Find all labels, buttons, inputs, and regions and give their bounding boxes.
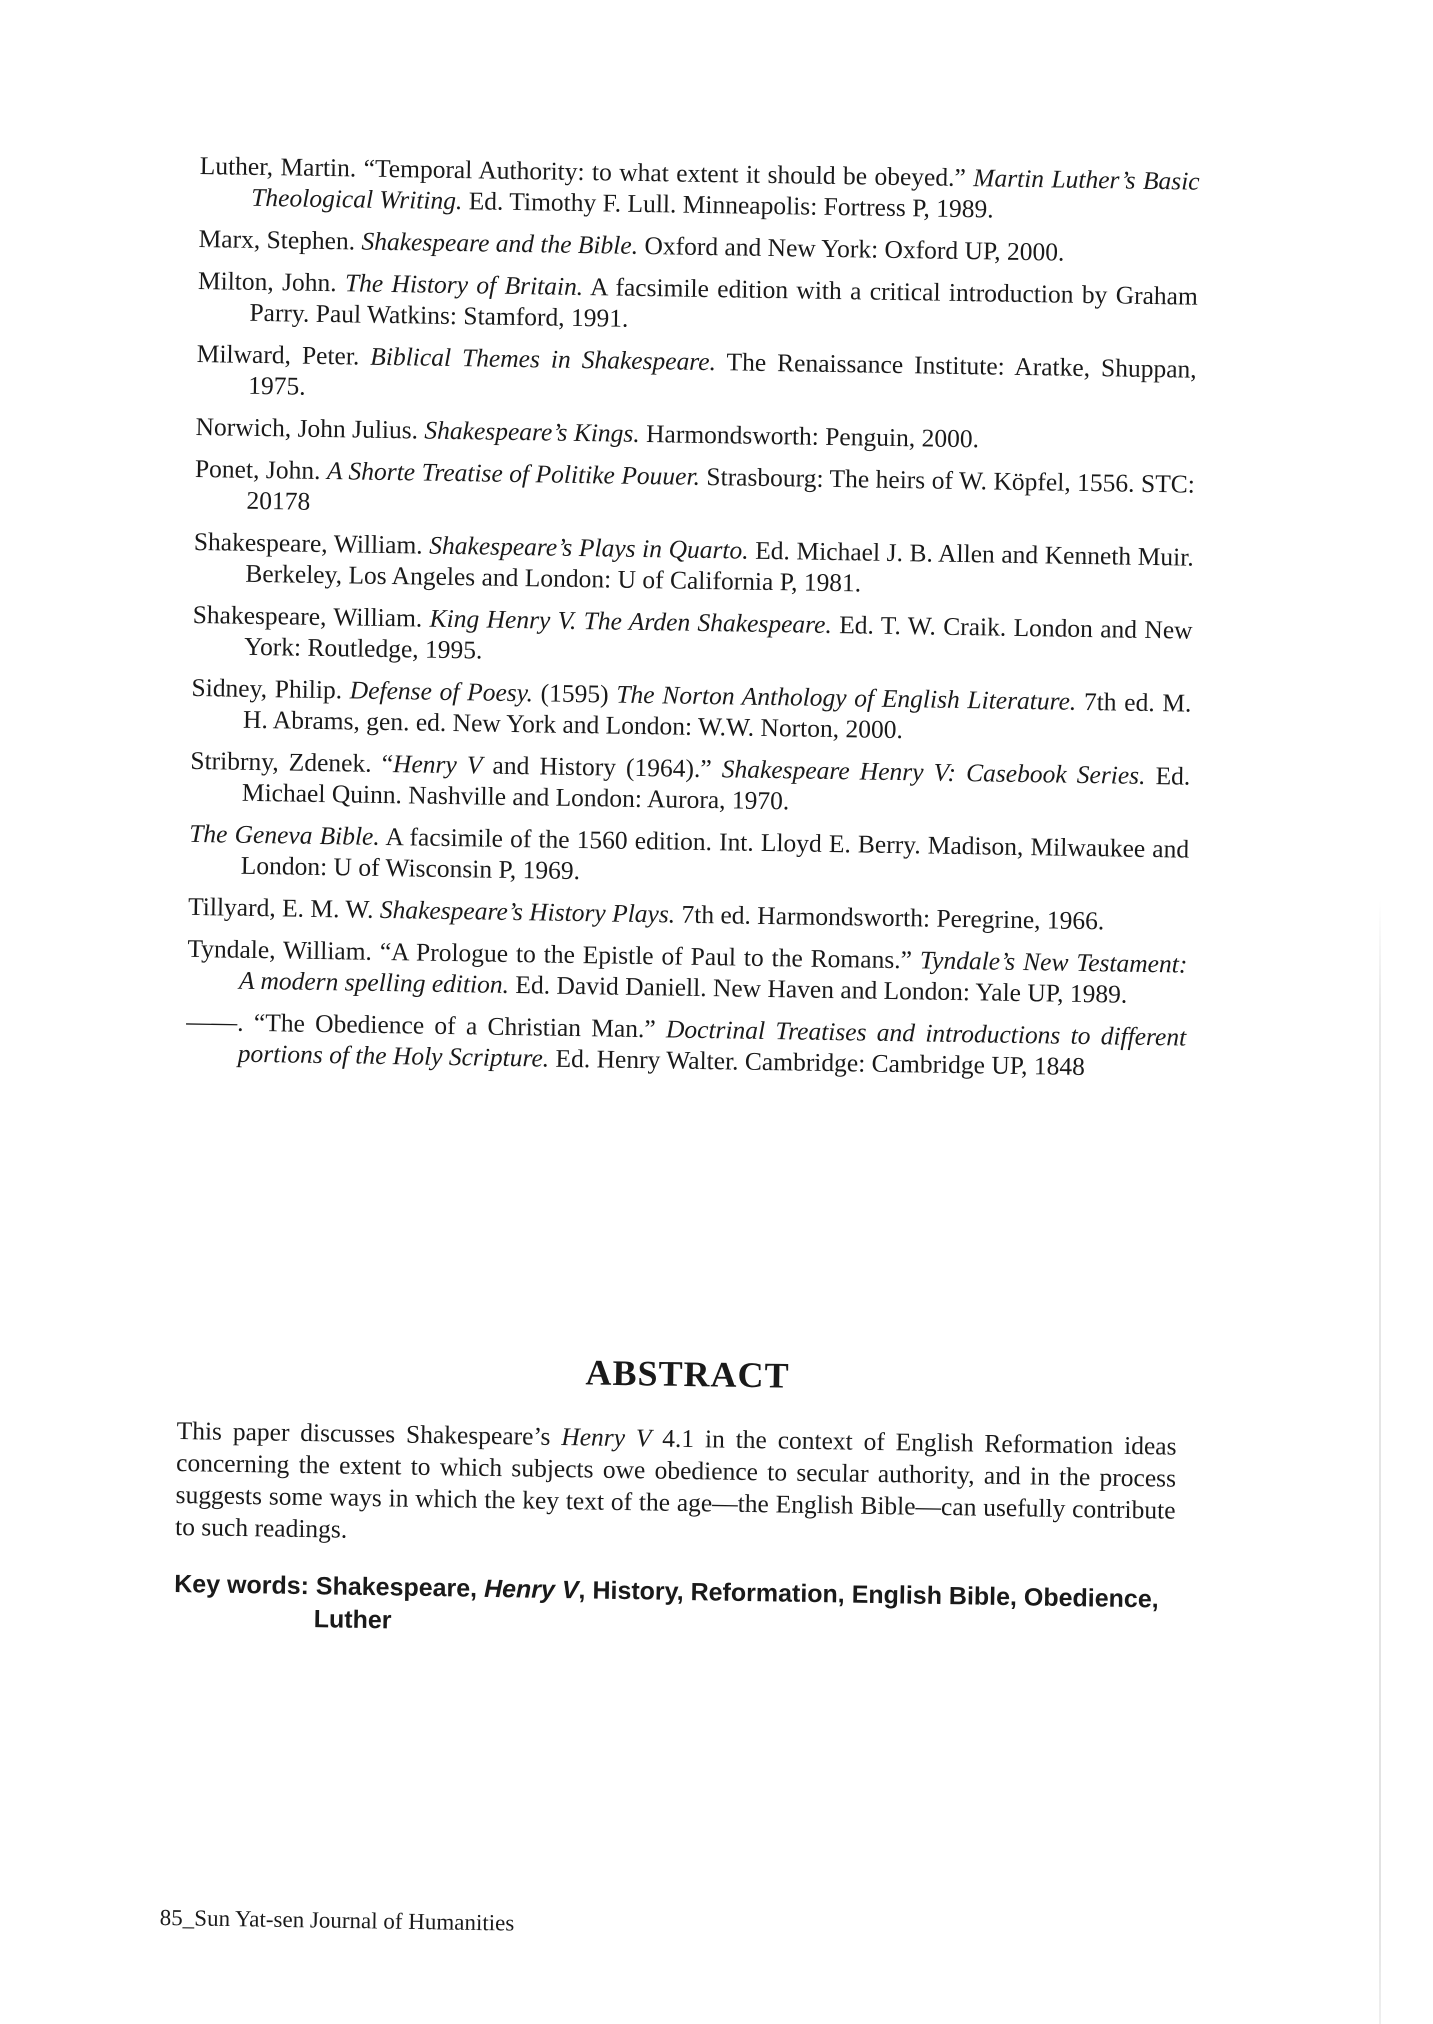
reference-title: King Henry V. The Arden Shakespeare. bbox=[429, 603, 833, 639]
reference-list bbox=[185, 150, 1199, 1095]
keywords: Key words: Shakespeare, Henry V, History, Reformation, English Bible, Obedience, Luther bbox=[174, 1569, 1159, 1635]
reference-entry: The Geneva Bible. A facsimile of the 1560 edition. Int. Lloyd E. Berry. Madison, Milwaukee and London: U of Wisconsin P, 1969. bbox=[189, 818, 1190, 886]
reference-title: Doctrinal Treatises and introductions to different portions of the Holy Scripture. bbox=[237, 1014, 1187, 1073]
reference-entry: Tillyard, E. M. W. Shakespeare’s History Plays. 7th ed. Harmondsworth: Peregrine, 1966. bbox=[187, 891, 1105, 936]
reference-entry: Ponet, John. A Shorte Treatise of Politike Pouuer. Strasbourg: The heirs of W. Köpfel, 1556. STC: 20178 bbox=[194, 453, 1196, 516]
reference-title: Shakespeare’s Plays in Quarto. bbox=[429, 530, 749, 565]
reference-entry: Marx, Stephen. Shakespeare and the Bible. Oxford and New York: Oxford UP, 2000. bbox=[198, 223, 1065, 267]
reference-title: Shakespeare’s History Plays. bbox=[379, 894, 676, 929]
reference-title: Henry V bbox=[392, 749, 483, 780]
reference-entry: Milward, Peter. Biblical Themes in Shakespeare. The Renaissance Institute: Aratke, Shuppan, 1975. bbox=[196, 338, 1197, 401]
reference-title: Tyndale’s New Testament: A modern spelling edition. bbox=[238, 945, 1188, 999]
abstract-body: This paper discusses Shakespeare’s Henry V 4.1 in the context of English Reformation ideas concerning the extent to which subjects owe obedience to secular authority, and in the process suggests some ways in which the key text of the age—the English Bible—can usefully contribute to such readings. bbox=[174, 1415, 1177, 1544]
reference-entry: Sidney, Philip. Defense of Poesy. (1595) The Norton Anthology of English Literature. 7th ed. M. H. Abrams, gen. ed. New York and London: W.W. Norton, 2000. bbox=[191, 672, 1192, 745]
reference-entry: Shakespeare, William. Shakespeare’s Plays in Quarto. Ed. Michael J. B. Allen and Kenneth Muir. Berkeley, Los Angeles and London: U of California P, 1981. bbox=[193, 526, 1194, 598]
reference-title: Shakespeare Henry V: Casebook Series. bbox=[721, 754, 1146, 790]
reference-title: Defense of Poesy. bbox=[349, 675, 534, 708]
reference-title: The History of Britain. bbox=[344, 268, 584, 302]
scan-edge-shadow bbox=[1379, 900, 1381, 2024]
abstract-heading: ABSTRACT bbox=[585, 1352, 790, 1396]
reference-entry: Shakespeare, William. King Henry V. The Arden Shakespeare. Ed. T. W. Craik. London and New York: Routledge, 1995. bbox=[192, 599, 1193, 665]
reference-entry: Stribrny, Zdenek. “Henry V and History (1964).” Shakespeare Henry V: Casebook Series. Ed. Michael Quinn. Nashville and London: Aurora, 1970. bbox=[190, 745, 1191, 816]
reference-title: A Shorte Treatise of Politike Pouuer. bbox=[326, 456, 701, 491]
abstract-section bbox=[173, 1345, 1178, 1675]
reference-entry: ——. “The Obedience of a Christian Man.” Doctrinal Treatises and introductions to different portions of the Holy Scripture. Ed. Henry Walter. Cambridge: Cambridge UP, 1848 bbox=[186, 1006, 1187, 1082]
reference-entry: Milton, John. The History of Britain. A facsimile edition with a critical introduction by Graham Parry. Paul Watkins: Stamford, 1991. bbox=[197, 265, 1199, 333]
reference-entry: Tyndale, William. “A Prologue to the Epistle of Paul to the Romans.” Tyndale’s New Testament: A modern spelling edition. Ed. David Daniell. New Haven and London: Yale UP, 1989. bbox=[187, 933, 1188, 1009]
reference-title: Martin Luther’s Basic Theological Writing. bbox=[251, 163, 1200, 216]
reference-title: The Geneva Bible. bbox=[189, 818, 380, 851]
reference-title: The Norton Anthology of English Literature. bbox=[616, 679, 1077, 716]
page-footer: 85_Sun Yat-sen Journal of Humanities bbox=[159, 1905, 515, 1936]
reference-entry: Norwich, John Julius. Shakespeare’s Kings. Harmondsworth: Penguin, 2000. bbox=[195, 411, 980, 454]
reference-entry: Luther, Martin. “Temporal Authority: to what extent it should be obeyed.” Martin Luther’s Basic Theological Writing. Ed. Timothy F. Lull. Minneapolis: Fortress P, 1989. bbox=[199, 150, 1200, 224]
reference-title: Shakespeare and the Bible. bbox=[361, 226, 639, 260]
reference-title: Biblical Themes in Shakespeare. bbox=[370, 341, 717, 377]
reference-title: Shakespeare’s Kings. bbox=[424, 415, 640, 448]
